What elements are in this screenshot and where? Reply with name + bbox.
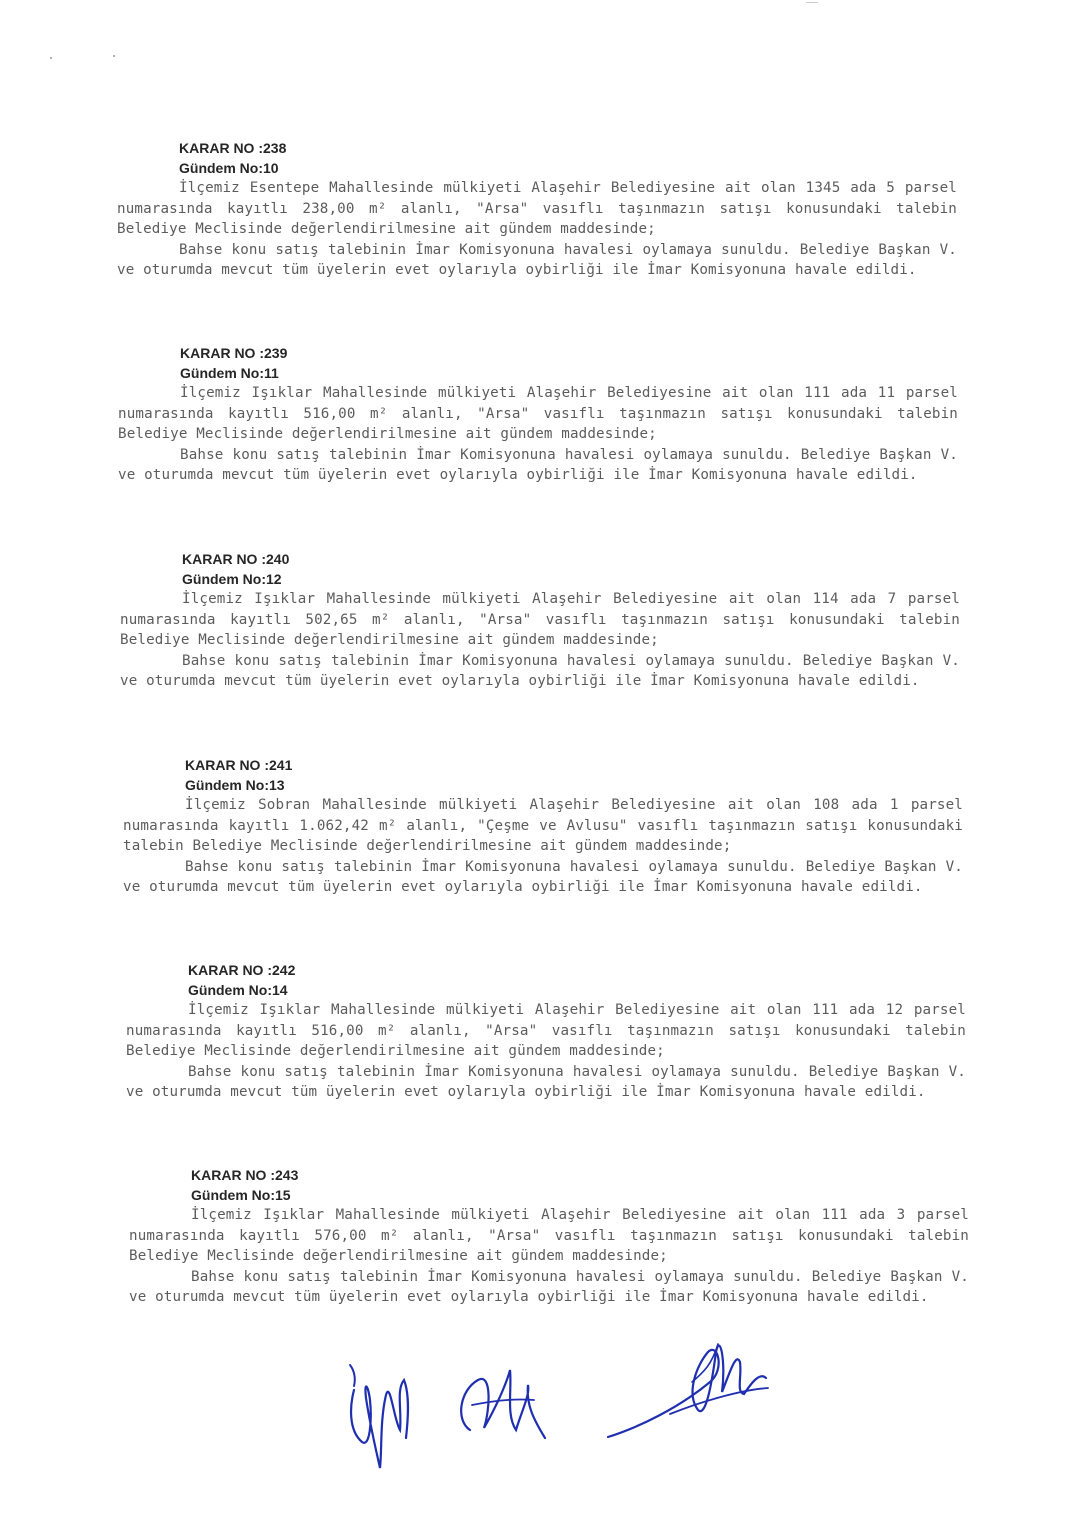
agenda-description: İlçemiz Esentepe Mahallesinde mülkiyeti Alaşehir Belediyesine ait olan 1345 ada 5 parsel numarasında kayıtlı 238,00 m² alanlı, "Arsa" vasıflı taşınmazın satışı konusundaki talebin Belediye Meclisinde değerlendirilmesine ait gündem maddesinde; <box>117 180 957 237</box>
scan-speck <box>806 2 818 3</box>
decision-block <box>126 960 966 1103</box>
decision-result: Bahse konu satış talebinin İmar Komisyonuna havalesi oylamaya sunuldu. Belediye Başkan V. ve oturumda mevcut tüm üyelerin evet oylarıyla oybirliği ile İmar Komisyonuna havale edildi. <box>123 858 963 895</box>
decision-block <box>120 549 960 692</box>
decision-block <box>118 343 958 486</box>
decision-block <box>117 138 957 281</box>
decision-result: Bahse konu satış talebinin İmar Komisyonuna havalesi oylamaya sunuldu. Belediye Başkan V. ve oturumda mevcut tüm üyelerin evet oylarıyla oybirliği ile İmar Komisyonuna havale edildi. <box>117 241 957 278</box>
decision-number: KARAR NO :240 <box>182 551 290 567</box>
agenda-number: Gündem No:12 <box>182 571 282 587</box>
agenda-number: Gündem No:10 <box>179 160 279 176</box>
signature-stroke <box>350 1365 355 1386</box>
decision-result: Bahse konu satış talebinin İmar Komisyonuna havalesi oylamaya sunuldu. Belediye Başkan V. ve oturumda mevcut tüm üyelerin evet oylarıyla oybirliği ile İmar Komisyonuna havale edildi. <box>120 652 960 689</box>
decision-result: Bahse konu satış talebinin İmar Komisyonuna havalesi oylamaya sunuldu. Belediye Başkan V. ve oturumda mevcut tüm üyelerin evet oylarıyla oybirliği ile İmar Komisyonuna havale edildi. <box>126 1063 966 1100</box>
agenda-description: İlçemiz Sobran Mahallesinde mülkiyeti Alaşehir Belediyesine ait olan 108 ada 1 parsel numarasında kayıtlı 1.062,42 m² alanlı, "Çeşme ve Avlusu" vasıflı taşınmazın satışı konusundaki talebin Belediye Meclisinde değerlendirilmesine ait gündem maddesinde; <box>123 797 963 854</box>
scan-speck <box>50 57 52 59</box>
decision-number: KARAR NO :242 <box>188 962 296 978</box>
decision-number: KARAR NO :243 <box>191 1167 299 1183</box>
agenda-number: Gündem No:15 <box>191 1187 291 1203</box>
agenda-number: Gündem No:13 <box>185 777 285 793</box>
agenda-description: İlçemiz Işıklar Mahallesinde mülkiyeti Alaşehir Belediyesine ait olan 111 ada 12 parsel numarasında kayıtlı 516,00 m² alanlı, "Arsa" vasıflı taşınmazın satışı konusundaki talebin Belediye Meclisinde değerlendirilmesine ait gündem maddesinde; <box>126 1002 966 1059</box>
agenda-number: Gündem No:14 <box>188 982 288 998</box>
decision-number: KARAR NO :241 <box>185 757 293 773</box>
decision-number: KARAR NO :239 <box>180 345 288 361</box>
decision-number: KARAR NO :238 <box>179 140 287 156</box>
decision-block <box>129 1165 969 1308</box>
signature-stroke <box>351 1380 408 1468</box>
agenda-number: Gündem No:11 <box>180 365 279 381</box>
decision-block <box>123 755 963 898</box>
agenda-description: İlçemiz Işıklar Mahallesinde mülkiyeti Alaşehir Belediyesine ait olan 114 ada 7 parsel numarasında kayıtlı 502,65 m² alanlı, "Arsa" vasıflı taşınmazın satışı konusundaki talebin Belediye Meclisinde değerlendirilmesine ait gündem maddesinde; <box>120 591 960 648</box>
decision-result: Bahse konu satış talebinin İmar Komisyonuna havalesi oylamaya sunuldu. Belediye Başkan V. ve oturumda mevcut tüm üyelerin evet oylarıyla oybirliği ile İmar Komisyonuna havale edildi. <box>129 1268 969 1305</box>
signature-3 <box>600 1322 780 1447</box>
signature-2 <box>450 1360 560 1450</box>
agenda-description: İlçemiz Işıklar Mahallesinde mülkiyeti Alaşehir Belediyesine ait olan 111 ada 3 parsel numarasında kayıtlı 576,00 m² alanlı, "Arsa" vasıflı taşınmazın satışı konusundaki talebin Belediye Meclisinde değerlendirilmesine ait gündem maddesinde; <box>129 1207 969 1264</box>
scan-speck <box>113 55 115 57</box>
decision-result: Bahse konu satış talebinin İmar Komisyonuna havalesi oylamaya sunuldu. Belediye Başkan V. ve oturumda mevcut tüm üyelerin evet oylarıyla oybirliği ile İmar Komisyonuna havale edildi. <box>118 446 958 483</box>
agenda-description: İlçemiz Işıklar Mahallesinde mülkiyeti Alaşehir Belediyesine ait olan 111 ada 11 parsel numarasında kayıtlı 516,00 m² alanlı, "Arsa" vasıflı taşınmazın satışı konusundaki talebin Belediye Meclisinde değerlendirilmesine ait gündem maddesinde; <box>118 385 958 442</box>
signature-1 <box>340 1350 420 1475</box>
